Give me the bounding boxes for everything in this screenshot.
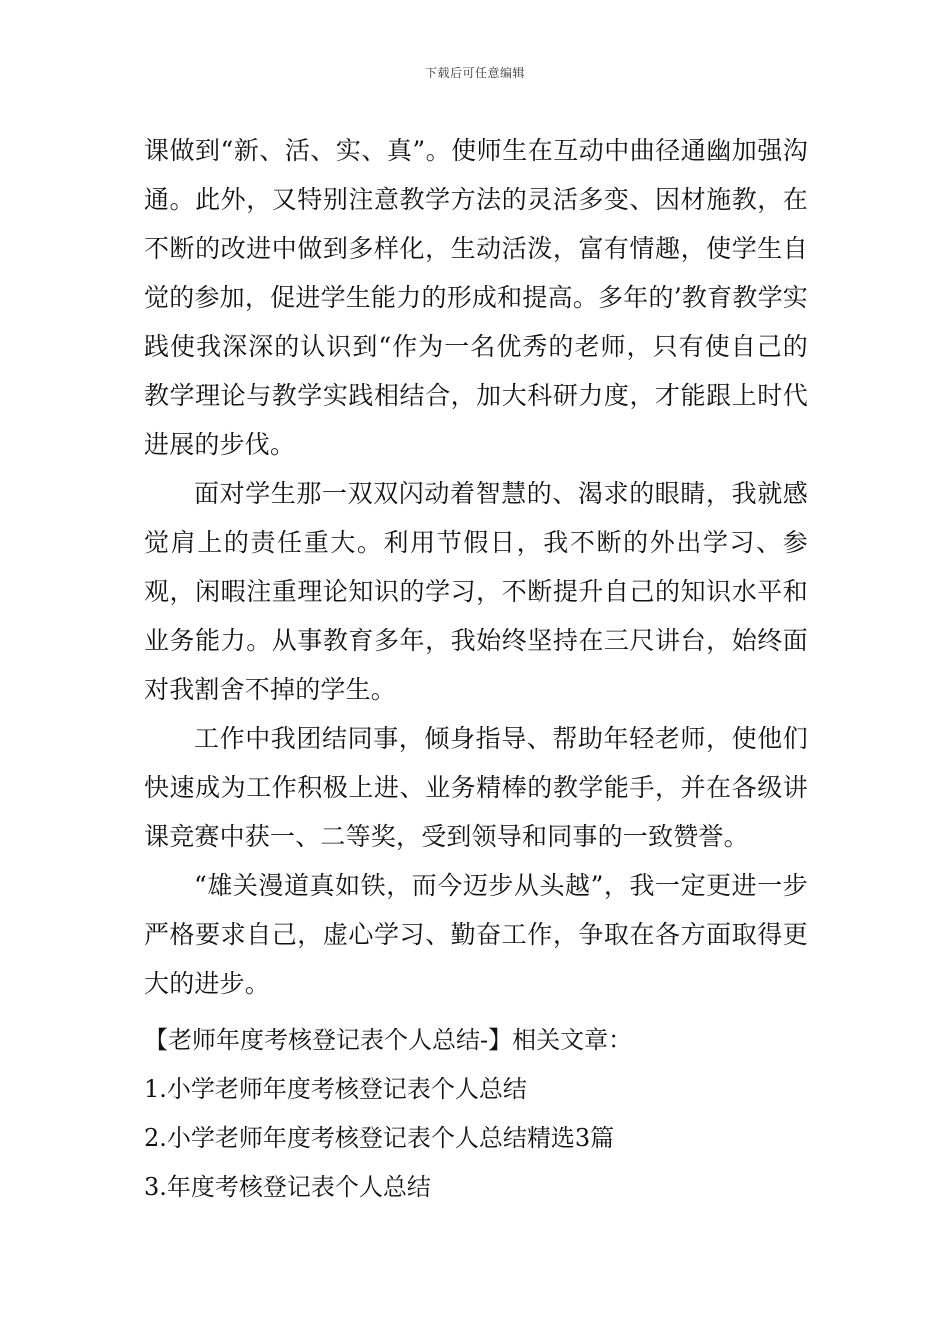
page-header-note: 下载后可任意编辑	[424, 66, 525, 80]
paragraph-3: 工作中我团结同事，倾身指导、帮助年轻老师，使他们快速成为工作积极上进、业务精棒的教学能手，并在各级讲课竞赛中获一、二等奖，受到领导和同事的一致赞誉。	[144, 724, 808, 851]
related-articles-heading: 【老师年度考核登记表个人总结-】相关文章：	[144, 1026, 633, 1054]
related-article-link[interactable]: 2.小学老师年度考核登记表个人总结精选3篇	[144, 1124, 615, 1152]
related-articles	[144, 1016, 808, 1212]
paragraph-1: 课做到“新、活、实、真”。使师生在互动中曲径通幽加强沟通。此外，又特别注意教学方法的灵活多变、因材施教，在不断的改进中做到多样化，生动活泼，富有情趣，使学生自觉的参加，促进学生能力的形成和提高。多年的’教育教学实践使我深深的认识到“作为一名优秀的老师，只有使自己的教学理论与教学实践相结合，加大科研力度，才能跟上时代进展的步伐。	[144, 136, 808, 459]
related-article-link[interactable]: 3.年度考核登记表个人总结	[144, 1173, 431, 1201]
paragraph-4: “雄关漫道真如铁，而今迈步从头越”，我一定更进一步严格要求自己，虚心学习、勤奋工作，争取在各方面取得更大的进步。	[144, 871, 808, 998]
document-body	[144, 126, 808, 1008]
related-article-link[interactable]: 1.小学老师年度考核登记表个人总结	[144, 1075, 527, 1103]
paragraph-2: 面对学生那一双双闪动着智慧的、渴求的眼睛，我就感觉肩上的责任重大。利用节假日，我不断的外出学习、参观，闲暇注重理论知识的学习，不断提升自己的知识水平和业务能力。从事教育多年，我始终坚持在三尺讲台，始终面对我割舍不掉的学生。	[144, 479, 808, 704]
